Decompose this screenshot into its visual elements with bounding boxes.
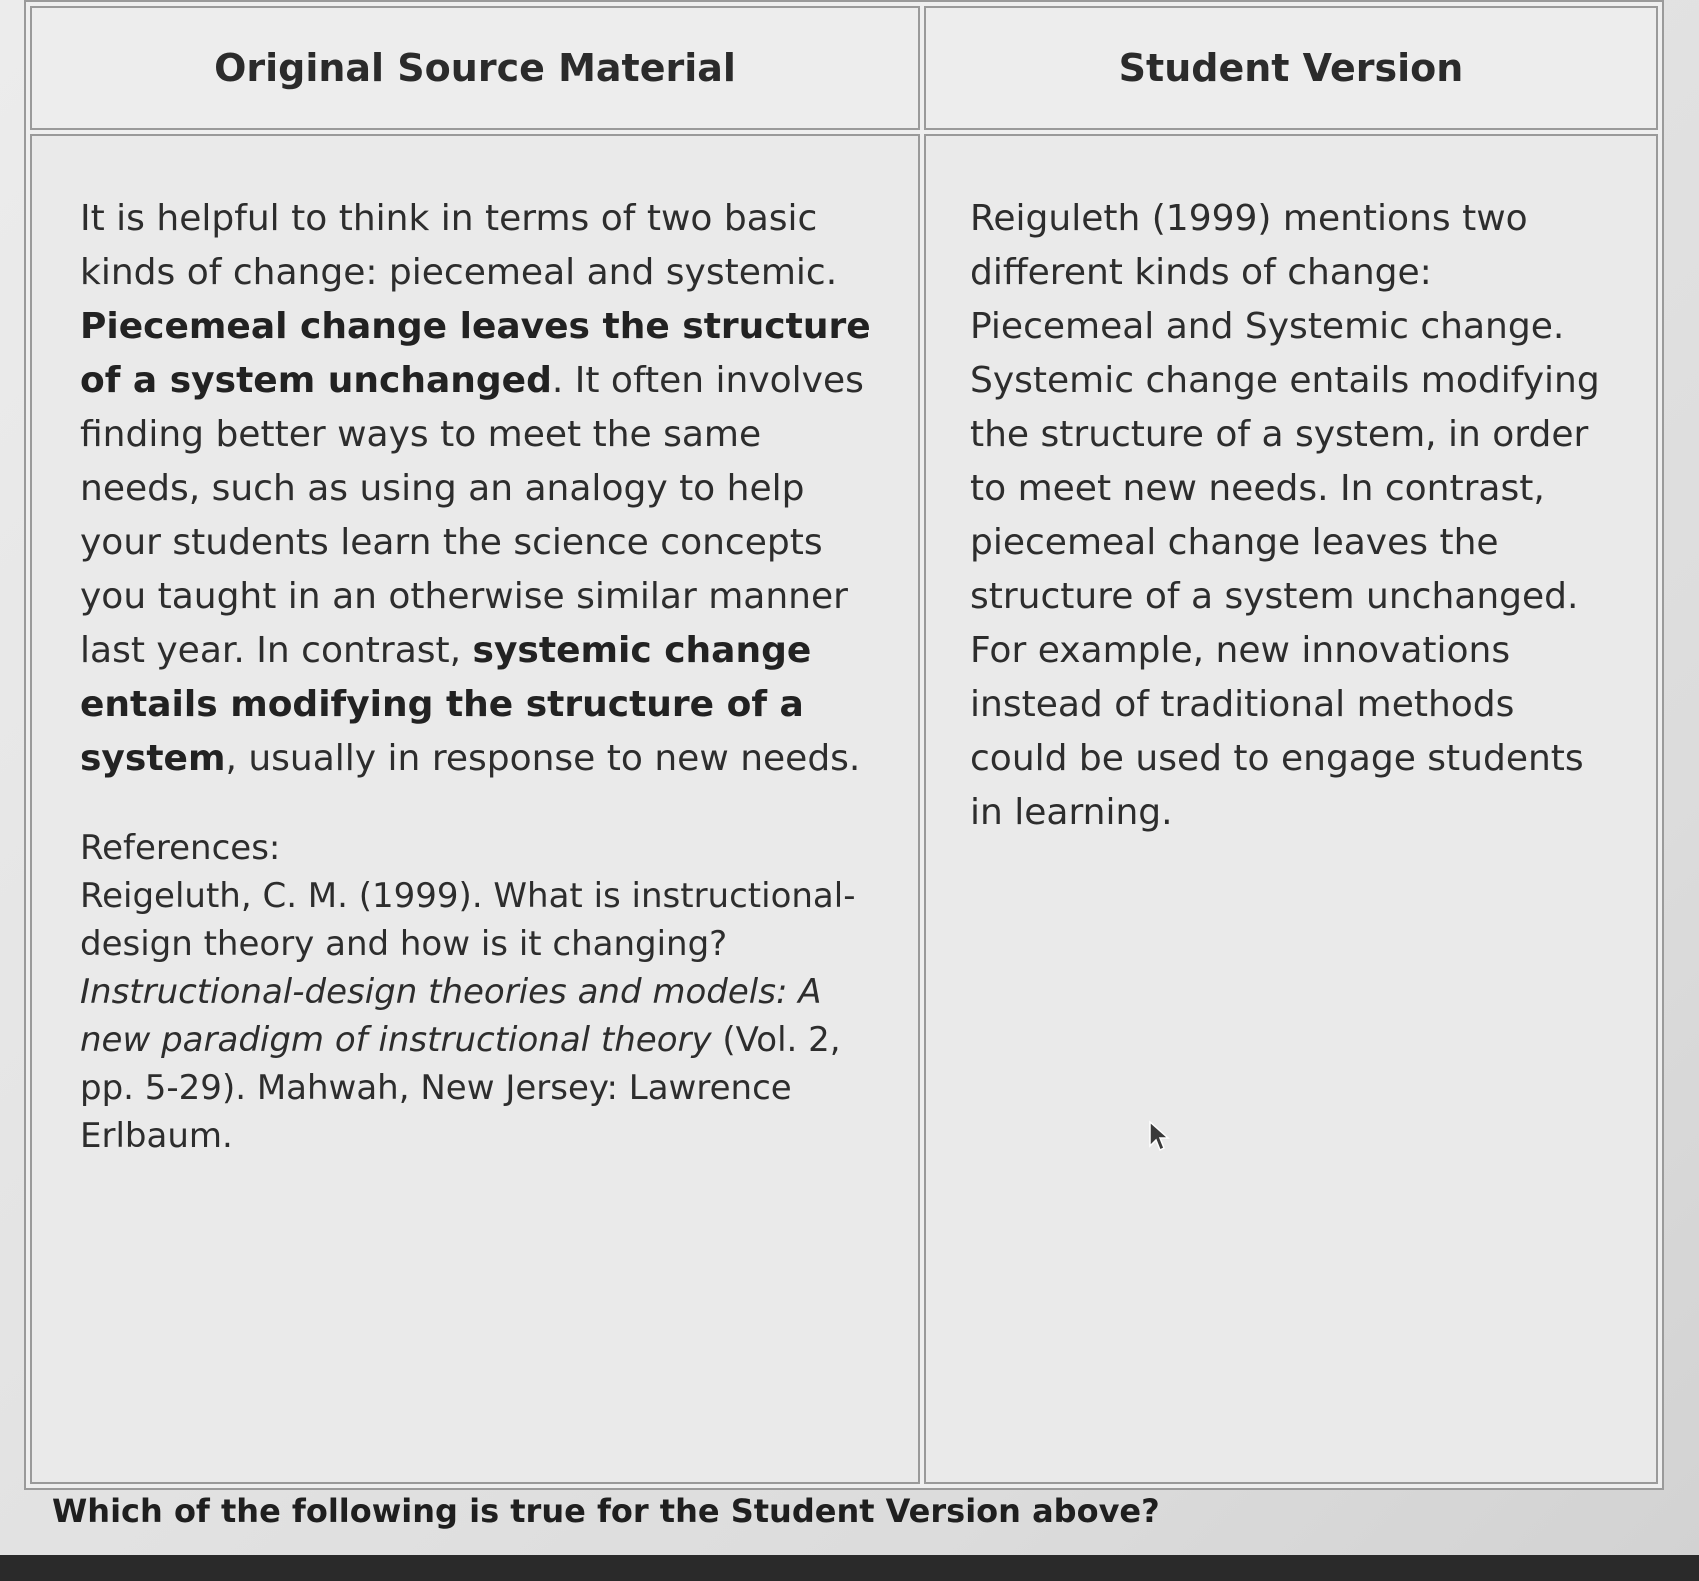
- question-prompt: Which of the following is true for the Student Version above?: [52, 1492, 1160, 1530]
- reference-main: Reigeluth, C. M. (1999). What is instructional-design theory and how is it changing?: [80, 876, 856, 964]
- student-version-cell: [924, 134, 1658, 1484]
- bottom-edge: [0, 1555, 1699, 1581]
- source-bold-2: systemic change entails modifying the structure of a system: [80, 630, 812, 779]
- reference-title: Instructional-design theories and models: A new paradigm of instructional theory: [80, 972, 822, 1060]
- header-original-source: Original Source Material: [30, 6, 920, 130]
- source-text-3: , usually in response to new needs.: [225, 738, 861, 779]
- comparison-frame: [20, 0, 1665, 1535]
- source-text-2: . It often involves finding better ways to meet the same needs, such as using an analogy to help your students learn the science concepts you taught in an otherwise similar manner last year. In contrast,: [80, 360, 864, 671]
- source-text-1: It is helpful to think in terms of two basic kinds of change: piecemeal and systemic.: [80, 198, 838, 293]
- mouse-pointer-icon: [1148, 1120, 1172, 1154]
- reference-entry: [80, 872, 880, 1160]
- comparison-table: [24, 0, 1664, 1490]
- source-bold-1: Piecemeal change leaves the structure of a system unchanged: [80, 306, 871, 401]
- references-label: References:: [80, 828, 281, 868]
- references-block: [80, 824, 880, 1160]
- student-paragraph: Reiguleth (1999) mentions two different kinds of change: Piecemeal and Systemic change. Systemic change entails modifying the structure of a system, in order to meet new needs. In contrast, piecemeal change leaves the structure of a system unchanged. For example, new innovations instead of traditional methods could be used to engage students in learning.: [970, 198, 1600, 833]
- original-source-cell: [30, 134, 920, 1484]
- reference-tail: (Vol. 2, pp. 5-29). Mahwah, New Jersey: Lawrence Erlbaum.: [80, 1020, 841, 1156]
- source-paragraph: [80, 192, 880, 786]
- header-student-version: Student Version: [924, 6, 1658, 130]
